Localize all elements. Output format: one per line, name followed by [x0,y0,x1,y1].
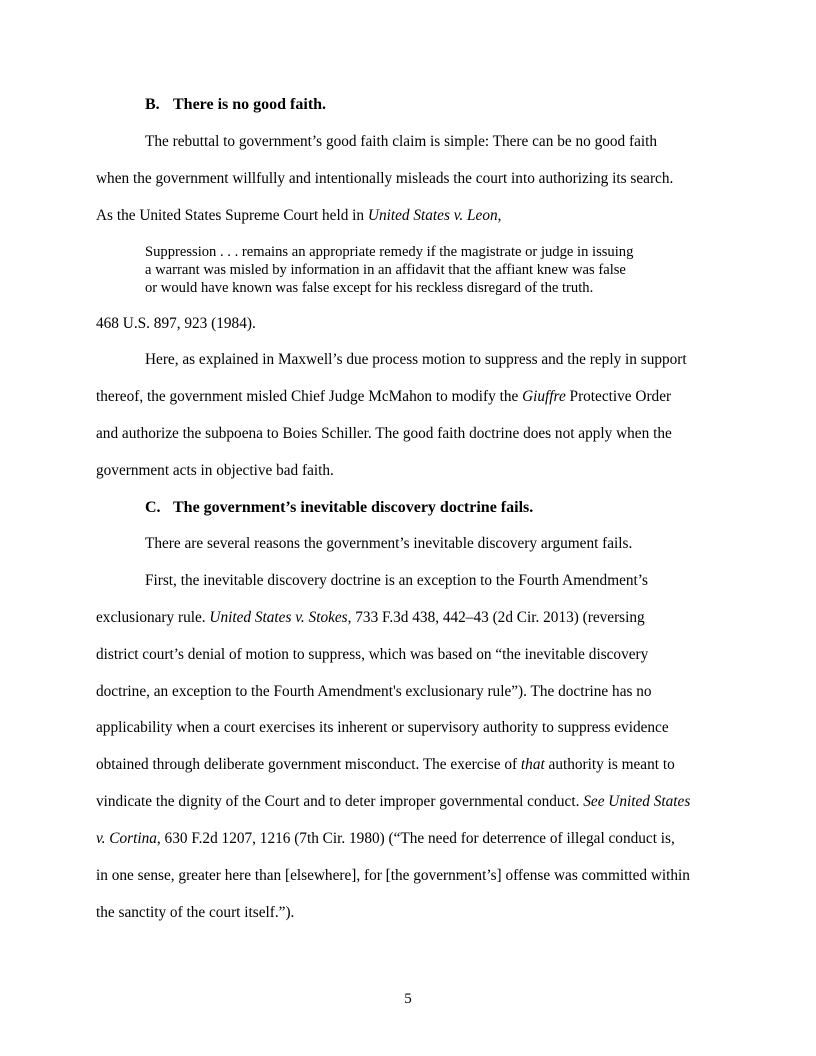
paragraph-line [96,756,675,774]
text: authority is meant to [544,756,675,773]
case-name: United States v. Stokes [209,609,348,626]
case-name: Giuffre [522,388,566,405]
text: , 733 F.3d 438, 442–43 (2d Cir. 2013) (reversing [347,609,645,626]
paragraph-line [96,793,690,811]
quote-line: a warrant was misled by information in an affidavit that the affiant knew was false [145,262,626,278]
section-c-letter: C. [145,499,161,516]
paragraph-line: doctrine, an exception to the Fourth Amendment's exclusionary rule”). The doctrine has no [96,683,652,700]
paragraph-line [96,609,645,627]
paragraph-line [96,388,671,406]
text: , [497,207,502,224]
text: , 630 F.2d 1207, 1216 (7th Cir. 1980) (“The need for deterrence of illegal conduct is, [156,830,675,847]
text: Protective Order [565,388,672,405]
text: exclusionary rule. [96,609,210,626]
section-b-letter: B. [145,96,160,113]
section-c-title: The government’s inevitable discovery doctrine fails. [173,499,534,516]
paragraph-line: First, the inevitable discovery doctrine is an exception to the Fourth Amendment’s [145,572,648,589]
paragraph-line: government acts in objective bad faith. [96,462,334,479]
section-b-title: There is no good faith. [173,96,327,113]
paragraph-line: There are several reasons the government’s inevitable discovery argument fails. [145,535,633,552]
emphasis: that [520,756,545,773]
paragraph-line: the sanctity of the court itself.”). [96,904,295,921]
paragraph-line [96,830,675,848]
text: thereof, the government misled Chief Judge McMahon to modify the [96,388,523,405]
paragraph-line: in one sense, greater here than [elsewhere], for [the government’s] offense was committed within [96,867,690,884]
paragraph-line: applicability when a court exercises its inherent or supervisory authority to suppress evidence [96,719,669,736]
case-name: See United States [583,793,691,810]
paragraph-line: The rebuttal to government’s good faith claim is simple: There can be no good faith [145,133,658,150]
quote-line: or would have known was false except for his reckless disregard of the truth. [145,280,594,296]
page-number: 5 [404,991,412,1007]
text: vindicate the dignity of the Court and to deter improper governmental conduct. [96,793,584,810]
paragraph-line [96,207,501,225]
paragraph-line: Here, as explained in Maxwell’s due process motion to suppress and the reply in support [145,351,687,368]
paragraph-line: when the government willfully and intentionally misleads the court into authorizing its search. [96,170,674,187]
paragraph-line: district court’s denial of motion to suppress, which was based on “the inevitable discovery [96,646,649,663]
quote-line: Suppression . . . remains an appropriate remedy if the magistrate or judge in issuing [145,244,634,260]
paragraph-line: and authorize the subpoena to Boies Schiller. The good faith doctrine does not apply when the [96,425,672,442]
case-name: United States v. Leon [367,207,498,224]
text: obtained through deliberate government misconduct. The exercise of [96,756,521,773]
citation: 468 U.S. 897, 923 (1984). [96,315,256,332]
text: As the United States Supreme Court held in [96,207,368,224]
case-name: v. Cortina [96,830,157,847]
section-b-heading [145,96,326,114]
section-c-heading [145,499,533,517]
